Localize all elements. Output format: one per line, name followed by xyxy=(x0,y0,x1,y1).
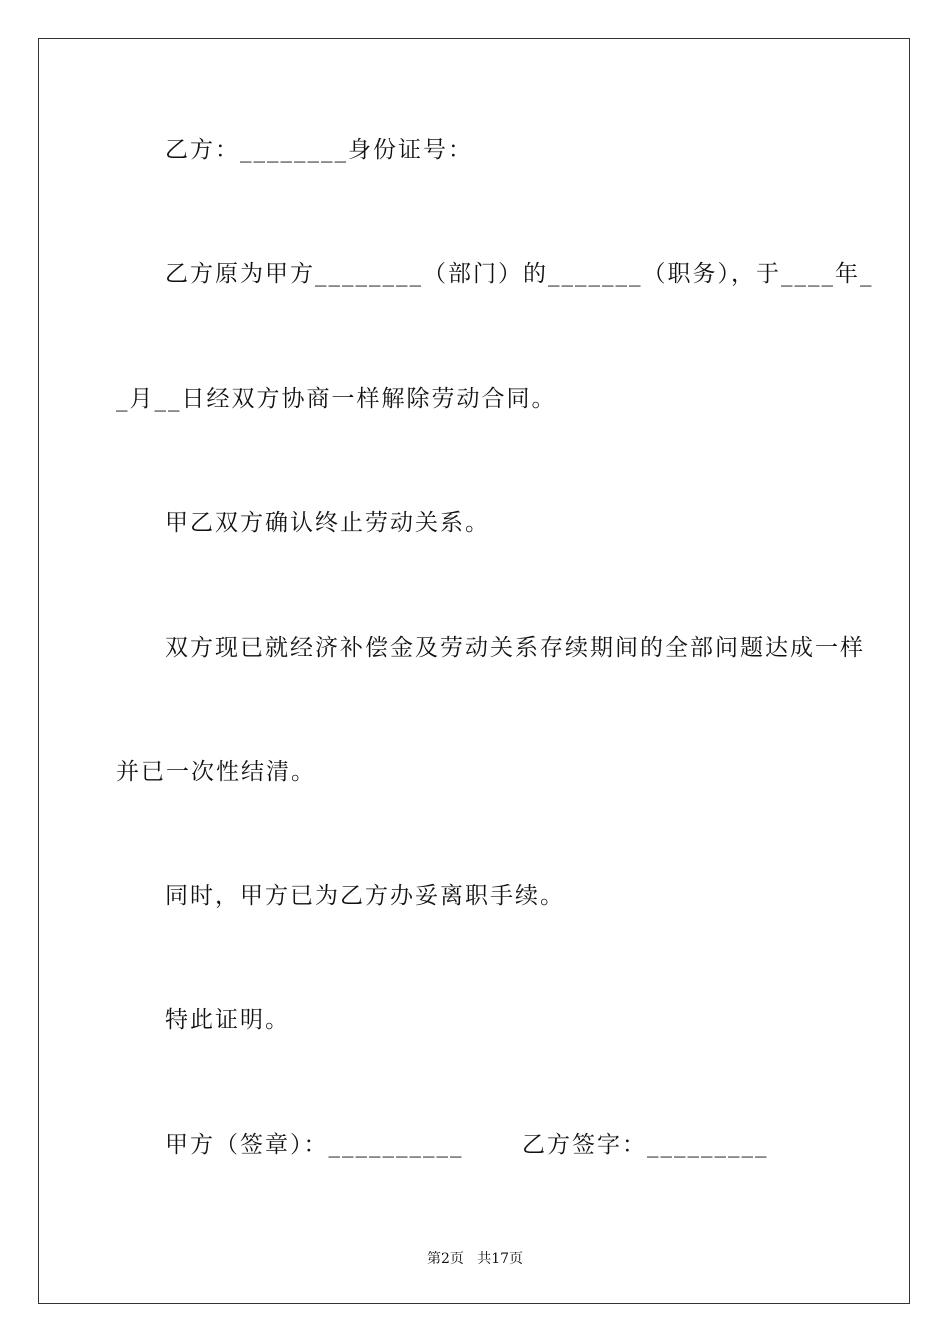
employment-line-1: 乙方原为甲方________（部门）的_______（职务），于____年_ xyxy=(165,261,874,287)
employment-line-2: _月__日经双方协商一样解除劳动合同。 xyxy=(116,386,557,412)
party-a-signature: 甲方（签章）：__________ xyxy=(165,1132,464,1158)
page-number: 第2页 共17页 xyxy=(426,1251,524,1267)
page-border xyxy=(38,38,910,1304)
certification-statement: 特此证明。 xyxy=(165,1007,290,1033)
settlement-line-1: 双方现已就经济补偿金及劳动关系存续期间的全部问题达成一样 xyxy=(165,635,865,661)
settlement-line-2: 并已一次性结清。 xyxy=(116,759,316,785)
termination-confirmation: 甲乙双方确认终止劳动关系。 xyxy=(165,510,490,536)
resignation-procedure: 同时，甲方已为乙方办妥离职手续。 xyxy=(165,883,565,909)
party-b-id-line: 乙方：________身份证号： xyxy=(165,137,473,163)
party-b-signature: 乙方签字：_________ xyxy=(522,1132,769,1158)
